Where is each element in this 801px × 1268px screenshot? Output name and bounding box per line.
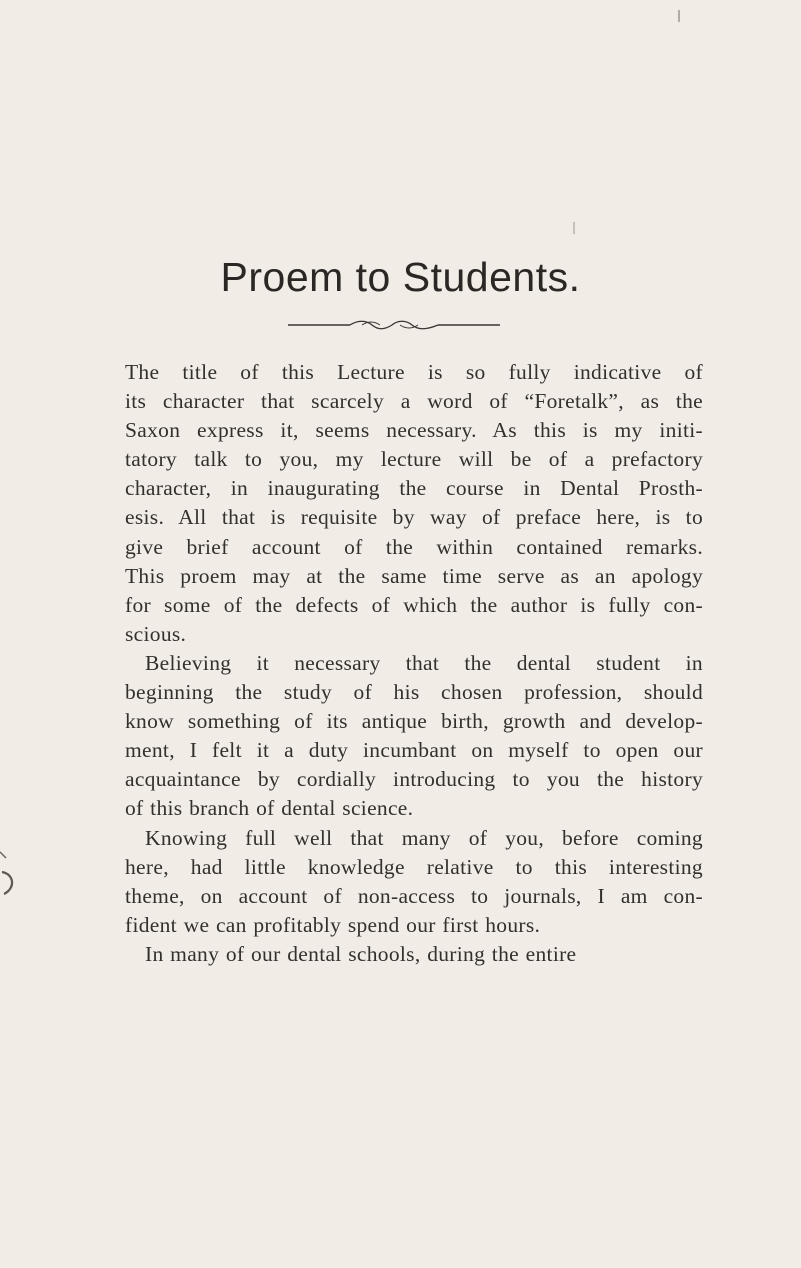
text-line: acquaintance by cordially introducing to you the history xyxy=(125,767,703,792)
text-line: esis. All that is requisite by way of preface here, is to xyxy=(125,505,703,530)
text-line: of this branch of dental science. xyxy=(125,796,414,821)
page-edge-hook-icon xyxy=(0,848,20,908)
page-title: Proem to Students. xyxy=(220,254,581,300)
text-line: know something of its antique birth, growth and develop- xyxy=(125,709,703,734)
body-text xyxy=(125,358,703,969)
text-line: This proem may at the same time serve as an apology xyxy=(125,563,703,588)
text-line: for some of the defects of which the author is fully con- xyxy=(125,592,703,617)
text-line: Saxon express it, seems necessary. As this is my initi- xyxy=(125,418,703,443)
text-line: ment, I felt it a duty incumbant on myself to open our xyxy=(125,738,703,763)
paragraph xyxy=(125,824,703,940)
paragraph xyxy=(125,358,703,649)
text-line: give brief account of the within contained remarks. xyxy=(125,534,703,559)
scan-mark-top xyxy=(676,10,682,24)
text-line: beginning the study of his chosen profession, should xyxy=(125,680,703,705)
paragraph xyxy=(125,940,703,969)
text-line: Knowing full well that many of you, before coming xyxy=(145,825,703,850)
text-line: The title of this Lecture is so fully indicative of xyxy=(125,360,703,384)
text-line: its character that scarcely a word of “Foretalk”, as the xyxy=(125,389,703,414)
text-line: tatory talk to you, my lecture will be of a prefactory xyxy=(125,447,703,472)
text-line: fident we can profitably spend our first hours. xyxy=(125,912,541,937)
text-line: Believing it necessary that the dental student in xyxy=(145,650,703,675)
text-line: character, in inaugurating the course in Dental Prosth- xyxy=(125,476,703,501)
title-rule-ornament xyxy=(288,318,500,332)
text-line: here, had little knowledge relative to this interesting xyxy=(125,854,703,879)
text-line: theme, on account of non-access to journals, I am con- xyxy=(125,883,703,908)
scan-mark-mid xyxy=(572,222,576,236)
text-line: scious. xyxy=(125,621,187,646)
text-line: In many of our dental schools, during the entire xyxy=(145,941,577,966)
paragraph xyxy=(125,649,703,824)
